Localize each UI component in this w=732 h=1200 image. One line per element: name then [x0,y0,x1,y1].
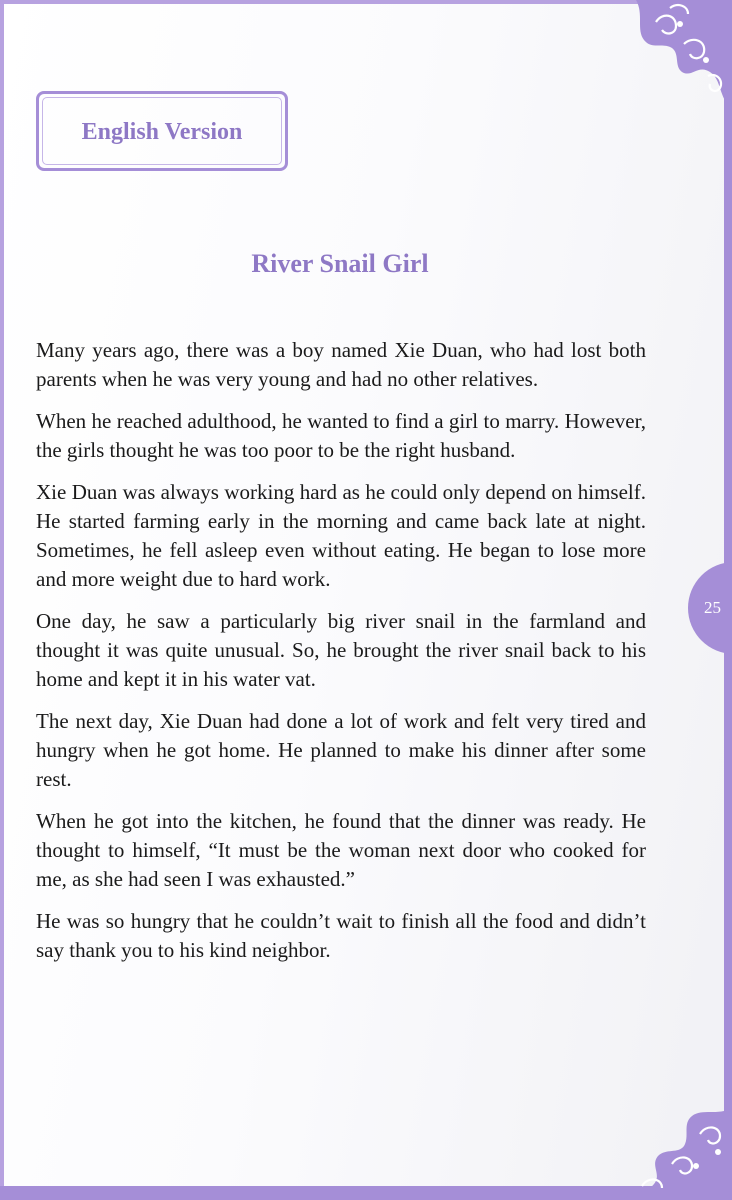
paragraph: He was so hungry that he couldn’t wait to finish all the food and didn’t say thank you to his kind neighbor. [36,909,646,962]
page-number: 25 [704,598,721,617]
paragraph: When he got into the kitchen, he found that the dinner was ready. He thought to himself, “It must be the woman next door who cooked for me, as she had seen I was exhausted.” [36,809,646,891]
version-label: English Version [81,119,243,145]
page-border-left [0,0,4,1200]
corner-ornament-top-right [622,0,732,110]
story-body [36,336,646,978]
paragraph: Xie Duan was always working hard as he could only depend on himself. He started farming early in the morning and came back late at night. Sometimes, he fell asleep even without eating. He began to lose more and more weight due to hard work. [36,480,646,591]
paragraph: One day, he saw a particularly big river snail in the farmland and thought it was quite unusual. So, he brought the river snail back to his home and kept it in his water vat. [36,609,646,691]
corner-ornament-bottom-right [622,1090,732,1200]
story-title: River Snail Girl [251,249,429,278]
paragraph: Many years ago, there was a boy named Xie Duan, who had lost both parents when he was very young and had no other relatives. [36,338,646,391]
version-label-box [36,91,288,171]
paragraph: The next day, Xie Duan had done a lot of work and felt very tired and hungry when he got home. He planned to make his dinner after some rest. [36,709,646,791]
paragraph: When he reached adulthood, he wanted to find a girl to marry. However, the girls thought he was too poor to be the right husband. [36,409,646,462]
